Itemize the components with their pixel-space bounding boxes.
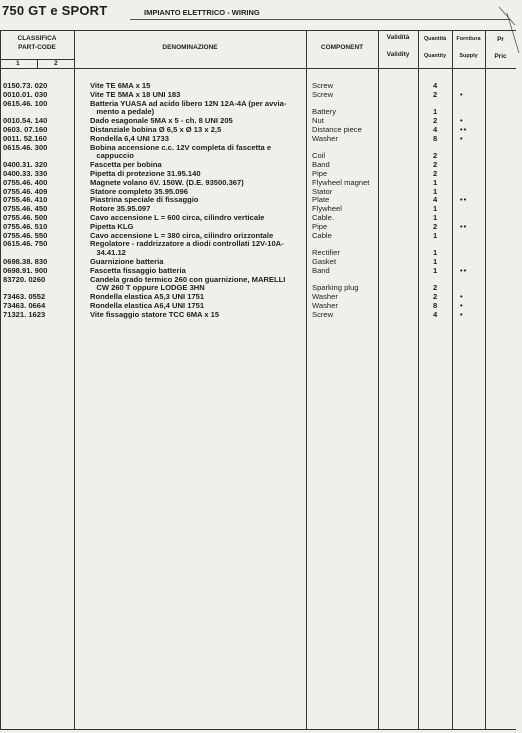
column-divider bbox=[378, 30, 379, 730]
part-code: 0400.33. 330 bbox=[3, 169, 48, 178]
part-description: Dado esagonale 5MA x 5 - ch. 8 UNI 205 bbox=[90, 116, 233, 126]
quantity-value: 1 bbox=[433, 257, 438, 266]
part-code: 0698.91. 900 bbox=[3, 265, 48, 275]
part-description: Rotore 35.95.097 bbox=[90, 204, 151, 214]
supply-mark: •• bbox=[460, 265, 468, 275]
part-description: Cavo accensione L = 600 circa, cilindro verticale bbox=[90, 213, 265, 222]
component-name: Flywheel bbox=[312, 204, 342, 214]
part-description: Fascetta per bobina bbox=[90, 160, 162, 170]
supply-mark: • bbox=[460, 89, 464, 99]
quantity-value: 4 bbox=[433, 81, 438, 90]
component-name: Cable bbox=[312, 230, 332, 240]
quantity-value: 4 bbox=[433, 309, 438, 319]
part-description: Rondella elastica A5,3 UNI 1751 bbox=[90, 292, 205, 302]
component-name: Stator bbox=[312, 186, 333, 196]
subcolumn-divider bbox=[37, 59, 38, 68]
component-name: Coil bbox=[312, 151, 326, 161]
quantity-value: 2 bbox=[433, 169, 438, 178]
part-code: 0010.01. 030 bbox=[3, 89, 48, 99]
header-quantita: Quantità bbox=[423, 36, 447, 42]
header-fornitura: Fornitura bbox=[456, 36, 481, 42]
part-code: 73463. 0664 bbox=[3, 301, 46, 310]
quantity-value: 1 bbox=[433, 107, 438, 117]
supply-mark: •• bbox=[460, 195, 468, 205]
quantity-value: 2 bbox=[433, 292, 438, 302]
component-name: Flywheel magnet bbox=[312, 177, 370, 187]
header-supply: Supply bbox=[459, 53, 478, 59]
component-name: Cable. bbox=[312, 213, 334, 222]
part-code: 0150.73. 020 bbox=[3, 81, 48, 90]
part-description: Candela grado termico 260 con guarnizione, MARELLI CW 260 T oppure LODGE 3HN bbox=[90, 274, 286, 293]
column-divider bbox=[74, 30, 75, 730]
part-code: 0011. 52.160 bbox=[3, 133, 47, 143]
quantity-value: 2 bbox=[433, 283, 438, 293]
quantity-value: 4 bbox=[433, 125, 438, 134]
part-description: Magnete volano 6V. 150W. (D.E. 93500.367) bbox=[90, 177, 244, 187]
component-name: Band bbox=[312, 160, 330, 170]
part-code: 0755.46. 450 bbox=[3, 204, 48, 214]
part-description: Piastrina speciale di fissaggio bbox=[90, 195, 199, 205]
part-description: Guarnizione batteria bbox=[90, 257, 164, 266]
component-name: Screw bbox=[312, 81, 334, 90]
quantity-value: 1 bbox=[433, 177, 438, 187]
component-name: Battery bbox=[312, 107, 337, 117]
header-denominazione: DENOMINAZIONE bbox=[162, 44, 218, 51]
header-component: COMPONENT bbox=[320, 44, 364, 51]
column-divider bbox=[485, 30, 486, 730]
part-description: Statore completo 35.95.096 bbox=[90, 186, 188, 196]
part-code: 0755.46. 409 bbox=[3, 186, 48, 196]
quantity-value: 2 bbox=[433, 116, 438, 126]
quantity-value: 4 bbox=[433, 195, 438, 205]
column-divider bbox=[306, 30, 307, 730]
part-code: 0615.46. 750 bbox=[3, 239, 48, 249]
header-price: Pric bbox=[494, 53, 507, 60]
header-part-code: PART-CODE bbox=[18, 44, 56, 51]
part-code: 73463. 0552 bbox=[3, 292, 46, 302]
part-description: Bobina accensione c.c. 12V completa di fascetta e cappuccio bbox=[90, 142, 272, 161]
part-code: 83720. 0260 bbox=[3, 274, 46, 284]
component-name: Screw bbox=[312, 89, 334, 99]
component-name: Screw bbox=[312, 309, 334, 319]
quantity-value: 1 bbox=[433, 186, 438, 196]
part-description: Pipetta KLG bbox=[90, 221, 134, 231]
part-description: Batteria YUASA ad acido libero 12N 12A-4A (per avvia- mento a pedale) bbox=[90, 98, 287, 117]
part-description: Pipetta di protezione 31.95.140 bbox=[90, 169, 201, 178]
component-name: Pipe bbox=[312, 221, 328, 231]
quantity-value: 8 bbox=[433, 301, 438, 310]
part-description: Regolatore - raddrizzatore a diodi controllati 12V-10A- 34.41.12 bbox=[90, 239, 284, 258]
part-description: Vite TE 5MA x 18 UNI 183 bbox=[90, 89, 181, 99]
quantity-value: 2 bbox=[433, 89, 438, 99]
quantity-value: 1 bbox=[433, 213, 438, 222]
component-name: Sparking plug bbox=[312, 283, 359, 293]
component-name: Band bbox=[312, 265, 330, 275]
part-code: 0755.46. 410 bbox=[3, 195, 48, 205]
supply-mark: • bbox=[460, 309, 464, 319]
column-divider bbox=[418, 30, 419, 730]
quantity-value: 2 bbox=[433, 221, 438, 231]
section-subtitle: IMPIANTO ELETTRICO - WIRING bbox=[144, 8, 260, 17]
part-code: 0755.46. 510 bbox=[3, 221, 48, 231]
supply-mark: • bbox=[460, 133, 464, 143]
part-description: Fascetta fissaggio batteria bbox=[90, 265, 186, 275]
part-description: Rondella elastica A6,4 UNI 1751 bbox=[90, 301, 205, 310]
supply-mark: • bbox=[460, 301, 464, 310]
part-description: Cavo accensione L = 380 circa, cilindro orizzontale bbox=[90, 230, 274, 240]
component-name: Distance piece bbox=[312, 125, 362, 134]
part-code: 0698.38. 830 bbox=[3, 257, 48, 266]
quantity-value: 1 bbox=[433, 248, 438, 258]
supply-mark: • bbox=[460, 116, 464, 126]
part-code: 0010.54. 140 bbox=[3, 116, 48, 126]
component-name: Washer bbox=[312, 133, 338, 143]
header-validity: Validity bbox=[386, 51, 410, 58]
header-rule bbox=[130, 19, 510, 20]
component-name: Gasket bbox=[312, 257, 337, 266]
part-code: 71321. 1623 bbox=[3, 309, 46, 319]
header-classifica: CLASSIFICA bbox=[17, 35, 57, 42]
header-quantity: Quantity bbox=[423, 53, 447, 59]
part-code: 0615.46. 100 bbox=[3, 98, 48, 108]
header-pr: Pr bbox=[497, 36, 504, 43]
part-code: 0615.46. 300 bbox=[3, 142, 48, 152]
header-sub-2: 2 bbox=[54, 60, 58, 67]
part-description: Vite fissaggio statore TCC 6MA x 15 bbox=[90, 309, 220, 319]
quantity-value: 1 bbox=[433, 265, 438, 275]
quantity-value: 8 bbox=[433, 133, 438, 143]
quantity-value: 2 bbox=[433, 160, 438, 170]
part-description: Vite TE 6MA x 15 bbox=[90, 81, 151, 90]
supply-mark: •• bbox=[460, 221, 468, 231]
part-code: 0603. 07.160 bbox=[3, 125, 48, 134]
component-name: Washer bbox=[312, 292, 338, 302]
supply-mark: •• bbox=[460, 125, 468, 134]
part-description: Rondella 6,4 UNI 1733 bbox=[90, 133, 169, 143]
part-code: 0755.46. 550 bbox=[3, 230, 48, 240]
component-name: Pipe bbox=[312, 169, 328, 178]
component-name: Plate bbox=[312, 195, 330, 205]
component-name: Washer bbox=[312, 301, 338, 310]
part-code: 0755.46. 500 bbox=[3, 213, 48, 222]
component-name: Rectifier bbox=[312, 248, 340, 258]
header-validita: Validità bbox=[386, 34, 410, 41]
quantity-value: 2 bbox=[433, 151, 438, 161]
supply-mark: • bbox=[460, 292, 464, 302]
header-sub-1: 1 bbox=[16, 60, 20, 67]
part-code: 0400.31. 320 bbox=[3, 160, 48, 170]
column-divider bbox=[452, 30, 453, 730]
quantity-value: 1 bbox=[433, 204, 438, 214]
quantity-value: 1 bbox=[433, 230, 438, 240]
page-title: 750 GT e SPORT bbox=[2, 3, 108, 18]
header-divider bbox=[0, 68, 516, 69]
component-name: Nut bbox=[312, 116, 324, 126]
part-description: Distanziale bobina Ø 6,5 x Ø 13 x 2,5 bbox=[90, 125, 222, 134]
part-code: 0755.46. 400 bbox=[3, 177, 48, 187]
